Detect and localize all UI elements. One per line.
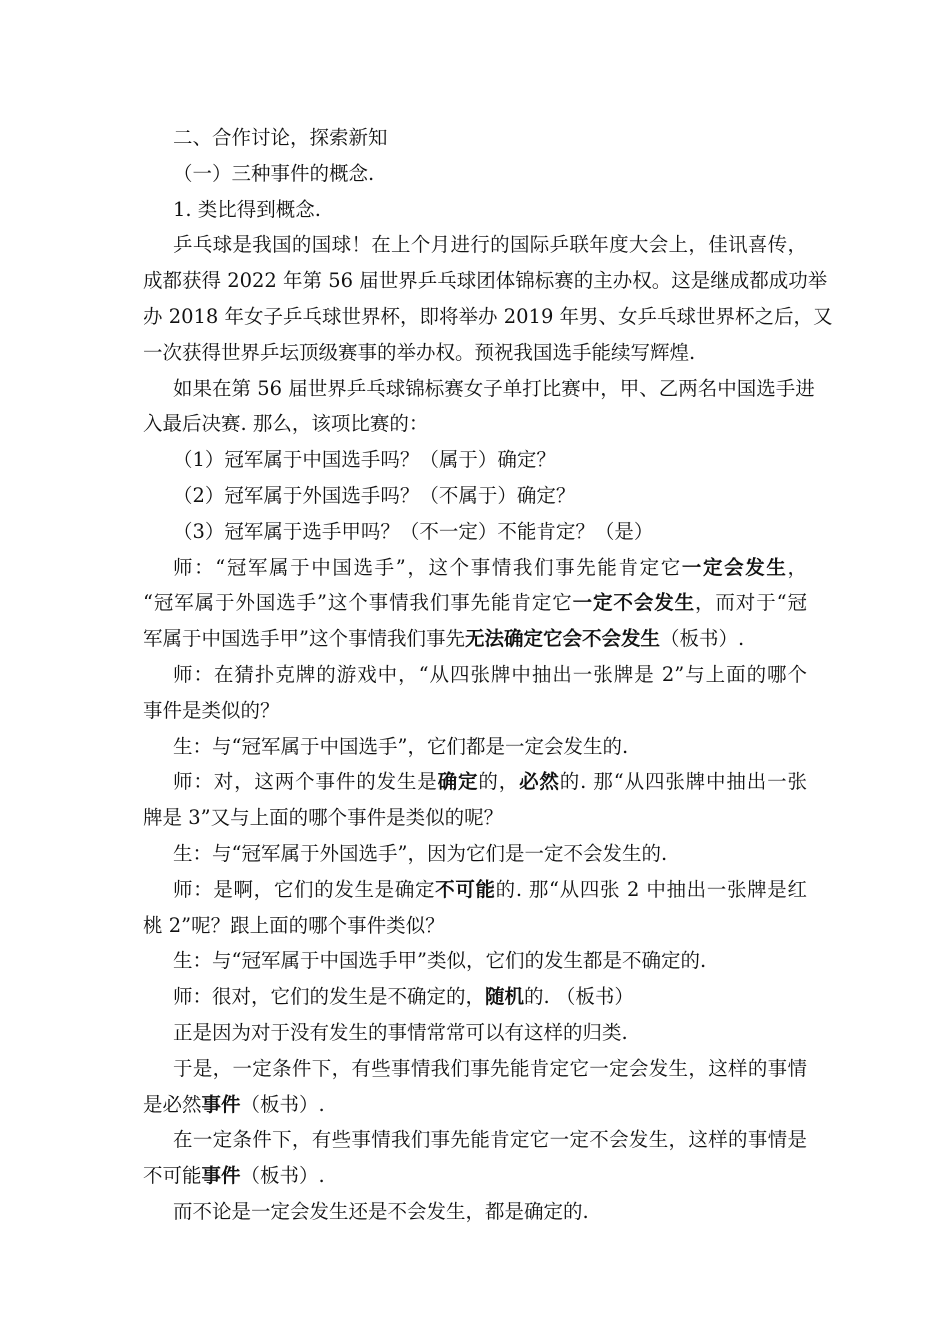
text-segment: 生：与“冠军属于中国选手甲”类似，它们的发生都是不确定的.	[173, 949, 707, 973]
text-line	[143, 585, 807, 621]
text-line	[143, 263, 828, 299]
text-segment: 牌是 3”又与上面的哪个事件是类似的呢？	[143, 806, 504, 830]
text-line	[143, 1087, 807, 1123]
text-segment: （板书）.	[240, 1164, 325, 1188]
text-segment: （2）冠军属于外国选手吗？（不属于）确定？	[173, 483, 576, 507]
text-line	[143, 227, 807, 263]
text-segment: 师：是啊，它们的发生是确定	[173, 877, 436, 901]
bold-text: 无法确定它会不会发生	[464, 627, 660, 651]
text-line	[143, 478, 807, 514]
text-segment: 是必然	[143, 1092, 202, 1116]
text-line	[143, 442, 807, 478]
text-segment: 军属于中国选手甲”这个事情我们事先	[143, 627, 465, 651]
text-line	[143, 872, 807, 908]
text-segment: （板书）.	[660, 627, 745, 651]
text-segment: 入最后决赛. 那么，该项比赛的：	[143, 412, 429, 436]
text-segment: 生：与“冠军属于中国选手”，它们都是一定会发生的.	[173, 734, 629, 758]
text-line	[143, 1158, 807, 1194]
text-line	[143, 192, 807, 228]
bold-text: 不可能	[435, 877, 496, 901]
text-segment: 正是因为对于没有发生的事情常常可以有这样的归类.	[173, 1020, 628, 1044]
text-line	[143, 550, 807, 586]
bold-text: 一定不会发生	[572, 591, 696, 615]
text-segment: （1）冠军属于中国选手吗？（属于）确定？	[173, 448, 556, 472]
text-segment: ，	[787, 555, 807, 579]
text-segment: 二、合作讨论，探索新知	[173, 126, 388, 149]
text-segment: 的，	[478, 770, 520, 794]
text-segment: 乒乓球是我国的国球！在上个月进行的国际乒联年度大会上，佳讯喜传，	[173, 233, 807, 257]
text-segment: “冠军属于外国选手”这个事情我们事先能肯定它	[143, 591, 573, 615]
text-line	[143, 943, 807, 979]
text-line	[143, 800, 807, 836]
text-segment: 师：在猜扑克牌的游戏中，“从四张牌中抽出一张牌是 2”与上面的哪个	[173, 662, 807, 686]
text-segment: 师：对，这两个事件的发生是	[173, 770, 438, 794]
text-segment: 于是，一定条件下，有些事情我们事先能肯定它一定会发生，这样的事情	[173, 1056, 807, 1080]
text-segment: （板书）.	[240, 1092, 325, 1116]
text-line	[143, 1051, 807, 1087]
bold-text: 一定会发生	[681, 555, 788, 579]
text-segment: 1. 类比得到概念.	[173, 197, 322, 221]
text-line	[143, 120, 807, 156]
text-line	[143, 299, 833, 335]
text-segment: 而不论是一定会发生还是不会发生，都是确定的.	[173, 1199, 589, 1223]
text-segment: 的. （板书）	[524, 985, 634, 1009]
text-segment: 师：很对，它们的发生是不确定的，	[173, 985, 486, 1009]
bold-text: 随机	[485, 985, 525, 1009]
document-page	[143, 120, 833, 1230]
text-line	[143, 514, 807, 550]
text-segment: 的. 那“从四张牌中抽出一张	[559, 770, 807, 794]
text-line	[143, 335, 807, 371]
text-line	[143, 979, 807, 1015]
text-line	[143, 1015, 807, 1051]
text-segment: 成都获得 2022 年第 56 届世界乒乓球团体锦标赛的主办权。这是继成都成功举	[143, 269, 828, 293]
text-segment: 生：与“冠军属于外国选手”，因为它们是一定不会发生的.	[173, 841, 668, 865]
text-segment: 不可能	[143, 1164, 202, 1188]
text-line	[143, 657, 807, 693]
text-line	[143, 371, 815, 407]
text-segment: 在一定条件下，有些事情我们事先能肯定它一定不会发生，这样的事情是	[173, 1128, 807, 1152]
text-line	[143, 729, 807, 765]
text-line	[143, 764, 807, 800]
bold-text: 确定	[437, 770, 479, 794]
text-segment: 师：“冠军属于中国选手”，这个事情我们事先能肯定它	[173, 555, 682, 579]
text-segment: （一）三种事件的概念.	[173, 161, 375, 185]
text-line	[143, 1194, 807, 1230]
text-line	[143, 908, 807, 944]
text-line	[143, 693, 807, 729]
text-line	[143, 621, 807, 657]
text-segment: （3）冠军属于选手甲吗？（不一定）不能肯定？（是）	[173, 519, 654, 543]
text-segment: 桃 2”呢？跟上面的哪个事件类似？	[143, 913, 445, 937]
bold-text: 必然	[519, 770, 560, 794]
text-line	[143, 836, 807, 872]
text-segment: 办 2018 年女子乒乓球世界杯，即将举办 2019 年男、女乒乓球世界杯之后，又	[143, 304, 833, 328]
text-line	[143, 1122, 807, 1158]
text-segment: 一次获得世界乒坛顶级赛事的举办权。预祝我国选手能续写辉煌.	[143, 340, 696, 364]
bold-text: 事件	[201, 1092, 241, 1116]
text-segment: ，而对于“冠	[695, 591, 807, 615]
text-segment: 事件是类似的？	[143, 698, 280, 722]
bold-text: 事件	[201, 1164, 241, 1188]
text-line	[143, 406, 807, 442]
text-line	[143, 156, 807, 192]
text-segment: 如果在第 56 届世界乒乓球锦标赛女子单打比赛中，甲、乙两名中国选手进	[173, 376, 815, 400]
text-segment: 的. 那“从四张 2 中抽出一张牌是红	[495, 877, 807, 901]
